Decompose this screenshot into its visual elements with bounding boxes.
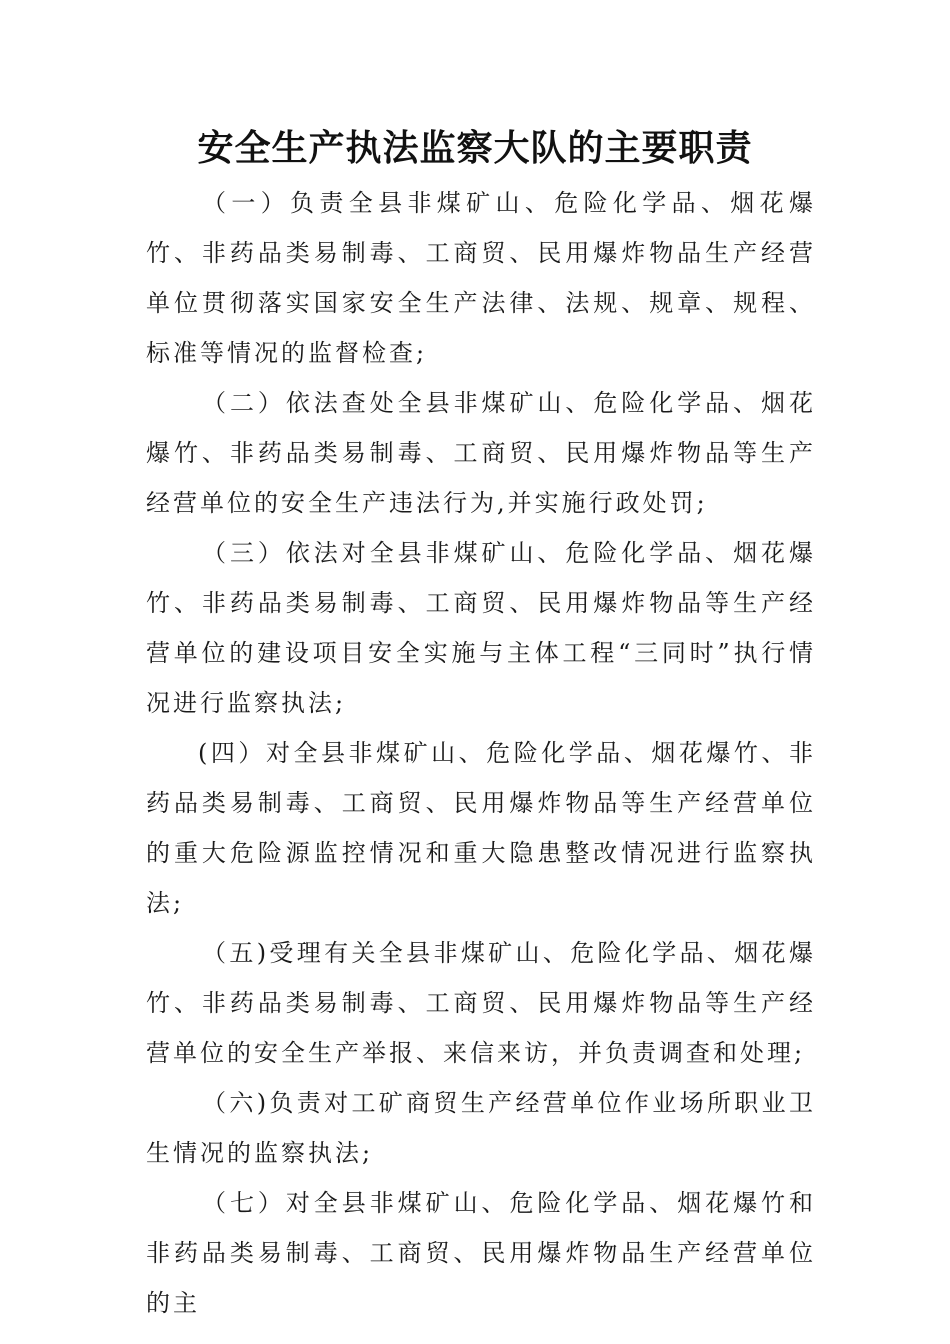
paragraph-3: （三）依法对全县非煤矿山、危险化学品、烟花爆竹、非药品类易制毒、工商贸、民用爆炸物品等生产经营单位的建设项目安全实施与主体工程“三同时”执行情况进行监察执法; xyxy=(146,539,816,717)
document-body xyxy=(146,178,816,1328)
paragraph-2: （二）依法查处全县非煤矿山、危险化学品、烟花爆竹、非药品类易制毒、工商贸、民用爆炸物品等生产经营单位的安全生产违法行为,并实施行政处罚; xyxy=(146,389,816,517)
document-title: 安全生产执法监察大队的主要职责 xyxy=(197,127,753,169)
paragraph-5: （五)受理有关全县非煤矿山、危险化学品、烟花爆竹、非药品类易制毒、工商贸、民用爆炸物品等生产经营单位的安全生产举报、来信来访，并负责调查和处理; xyxy=(146,939,816,1067)
paragraph-1: （一）负责全县非煤矿山、危险化学品、烟花爆竹、非药品类易制毒、工商贸、民用爆炸物品生产经营单位贯彻落实国家安全生产法律、法规、规章、规程、标准等情况的监督检查; xyxy=(146,189,816,367)
paragraph-7: （七）对全县非煤矿山、危险化学品、烟花爆竹和非药品类易制毒、工商贸、民用爆炸物品生产经营单位的主 xyxy=(146,1189,816,1317)
paragraph-6: （六)负责对工矿商贸生产经营单位作业场所职业卫生情况的监察执法; xyxy=(146,1089,816,1167)
paragraph-4: (四）对全县非煤矿山、危险化学品、烟花爆竹、非药品类易制毒、工商贸、民用爆炸物品等生产经营单位的重大危险源监控情况和重大隐患整改情况进行监察执法; xyxy=(146,739,816,917)
